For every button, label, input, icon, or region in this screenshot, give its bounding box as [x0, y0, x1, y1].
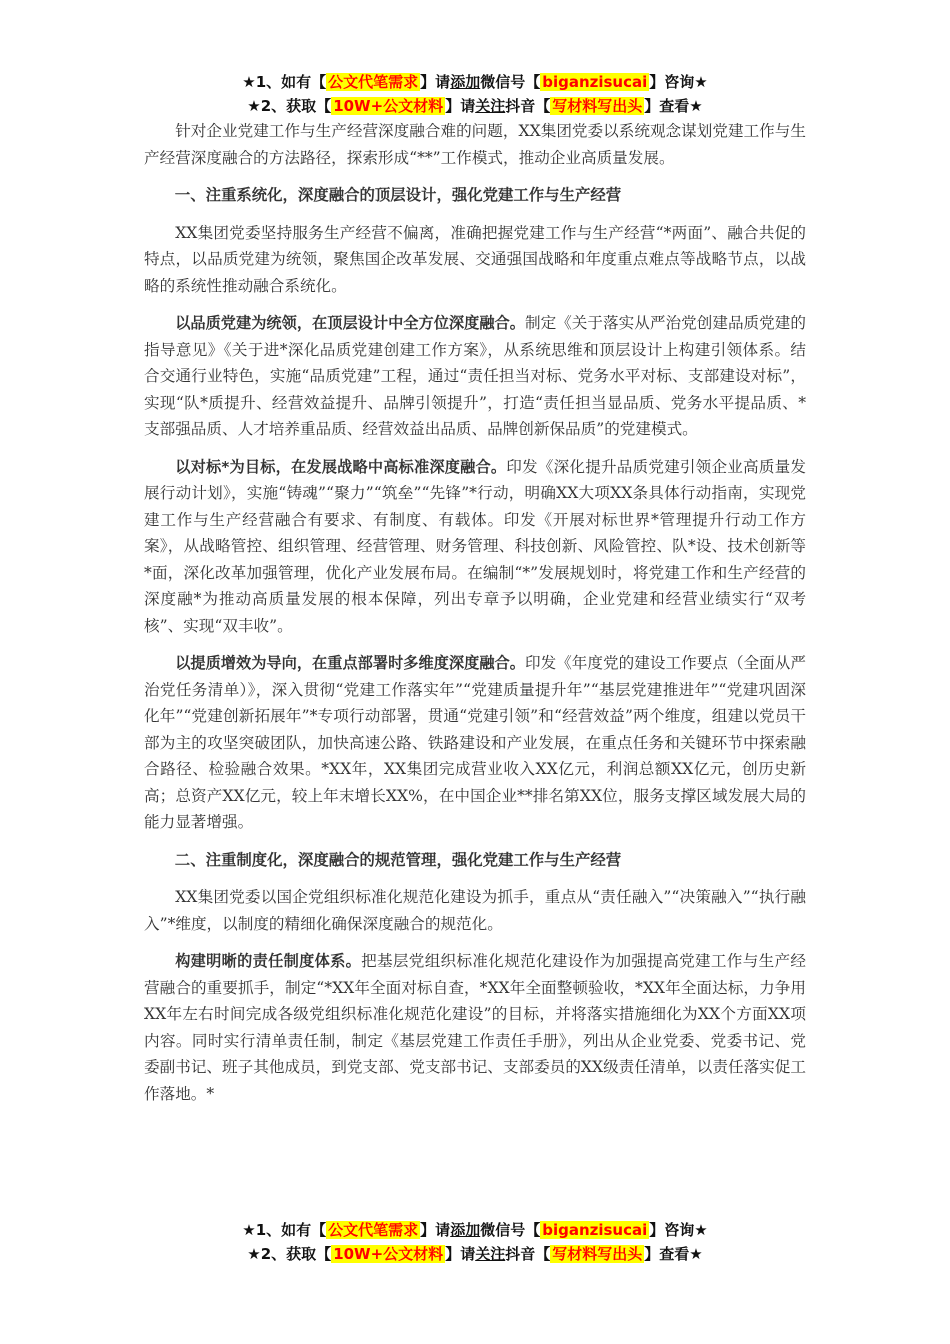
banner-text: ★2、获取【	[247, 97, 332, 115]
body-paragraph	[144, 454, 806, 640]
banner-highlight: 10W+公文材料	[333, 1245, 444, 1263]
intro-paragraph: 针对企业党建工作与生产经营深度融合难的问题，XX集团党委以系统观念谋划党建工作与生产经营深度融合的方法路径，探索形成“**”工作模式，推动企业高质量发展。	[144, 122, 806, 167]
banner-text: 抖音【	[505, 97, 551, 115]
paragraph-lead: 以品质党建为统领，在顶层设计中全方位深度融合。	[175, 314, 525, 332]
banner-text: 抖音【	[505, 1245, 551, 1263]
body-paragraph	[144, 650, 806, 836]
promo-banner-top-line1	[0, 70, 950, 94]
banner-text: 】请	[420, 1221, 451, 1239]
promo-banner-bottom-line1	[0, 1218, 950, 1242]
banner-text: ★1、如有【	[242, 1221, 327, 1239]
banner-text: 】请	[445, 97, 476, 115]
paragraph-body: 把基层党组织标准化规范化建设作为加强提高党建工作与生产经营融合的重要抓手，制定“*XX年全面对标自查，*XX年全面整顿验收，*XX年全面达标，力争用XX年左右时间完成各级党组织标准化规范化建设”的目标，并将落实措施细化为XX个方面XX项内容。同时实行清单责任制，制定《基层党建工作责任手册》，列出从企业党委、党委书记、党委副书记、班子其他成员，到党支部、党支部书记、支部委员的XX级责任清单，以责任落实促工作落地。*	[144, 952, 806, 1103]
paragraph-body: 制定《关于落实从严治党创建品质党建的指导意见》《关于进*深化品质党建创建工作方案》，从系统思维和顶层设计上构建引领体系。结合交通行业特色，实施“品质党建”工程，通过“责任担当对标、党务水平对标、支部建设对标”，实现“队*质提升、经营效益提升、品牌引领提升”，打造“责任担当显品质、党务水平提品质、*支部强品质、人才培养重品质、经营效益出品质、品牌创新保品质”的党建模式。	[144, 314, 806, 438]
document-body	[144, 118, 806, 1118]
section-heading: 一、注重系统化，深度融合的顶层设计，强化党建工作与生产经营	[174, 186, 622, 204]
banner-highlight: 公文代笔需求	[328, 1221, 419, 1239]
body-paragraph	[144, 310, 806, 443]
banner-highlight: 写材料写出头	[552, 1245, 643, 1263]
banner-underlined-text: 关注	[475, 97, 506, 115]
promo-banner-bottom-line2	[0, 1242, 950, 1266]
paragraph-body: 印发《年度党的建设工作要点（全面从严治党任务清单）》，深入贯彻“党建工作落实年”“党建质量提升年”“基层党建推进年”“党建巩固深化年”“党建创新拓展年”*专项行动部署，贯通“党建引领”和“经营效益”两个维度，组建以党员干部为主的攻坚突破团队，加快高速公路、铁路建设和产业发展，在重点任务和关键环节中探索融合路径、检验融合效果。*XX年，XX集团完成营业收入XX亿元，利润总额XX亿元，创历史新高；总资产XX亿元，较上年末增长XX%，在中国企业**排名第XX位，服务支撑区域发展大局的能力显著增强。	[144, 654, 806, 831]
banner-text: 】咨询★	[649, 73, 708, 91]
paragraph-lead: 构建明晰的责任制度体系。	[175, 952, 362, 970]
paragraph-lead: 以提质增效为导向，在重点部署时多维度深度融合。	[175, 654, 525, 672]
paragraph-lead: 以对标*为目标，在发展战略中高标准深度融合。	[175, 457, 507, 476]
banner-text: 】咨询★	[649, 1221, 708, 1239]
banner-text: ★1、如有【	[242, 73, 327, 91]
banner-highlight: biganzisucai	[542, 73, 648, 91]
banner-text: 】请	[420, 73, 451, 91]
body-paragraph	[144, 948, 806, 1107]
banner-highlight: 10W+公文材料	[333, 97, 444, 115]
banner-underlined-text: 添加	[450, 73, 481, 91]
banner-highlight: 写材料写出头	[552, 97, 643, 115]
section-heading: 二、注重制度化，深度融合的规范管理，强化党建工作与生产经营	[174, 850, 622, 869]
section-intro-paragraph: XX集团党委以国企党组织标准化规范化建设为抓手，重点从“责任融入”“决策融入”“执行融入”*维度，以制度的精细化确保深度融合的规范化。	[144, 888, 806, 933]
banner-text: ★2、获取【	[247, 1245, 332, 1263]
banner-text: 】请	[445, 1245, 476, 1263]
banner-text: 】查看★	[644, 97, 703, 115]
banner-underlined-text: 添加	[450, 1221, 481, 1239]
banner-text: 微信号【	[480, 1221, 541, 1239]
banner-highlight: biganzisucai	[542, 1221, 648, 1239]
paragraph-body: 印发《深化提升品质党建引领企业高质量发展行动计划》，实施“铸魂”“聚力”“筑垒”“先锋”*行动，明确XX大项XX条具体行动指南，实现党建工作与生产经营融合有要求、有制度、有载体。印发《开展对标世界*管理提升行动工作方案》，从战略管控、组织管理、经营管理、财务管理、科技创新、风险管控、队*设、技术创新等*面，深化改革加强管理，优化产业发展布局。在编制“*”发展规划时，将党建工作和生产经营的深度融*为推动高质量发展的根本保障，列出专章予以明确，企业党建和经营业绩实行“双考核”、实现“双丰收”。	[144, 457, 806, 635]
section-intro-paragraph: XX集团党委坚持服务生产经营不偏离，准确把握党建工作与生产经营“*两面”、融合共促的特点，以品质党建为统领，聚焦国企改革发展、交通强国战略和年度重点难点等战略节点，以战略的系统性推动融合系统化。	[144, 223, 806, 295]
banner-highlight: 公文代笔需求	[328, 73, 419, 91]
banner-text: 微信号【	[480, 73, 541, 91]
promo-banner-top-line2	[0, 94, 950, 118]
banner-underlined-text: 关注	[475, 1245, 506, 1263]
banner-text: 】查看★	[644, 1245, 703, 1263]
